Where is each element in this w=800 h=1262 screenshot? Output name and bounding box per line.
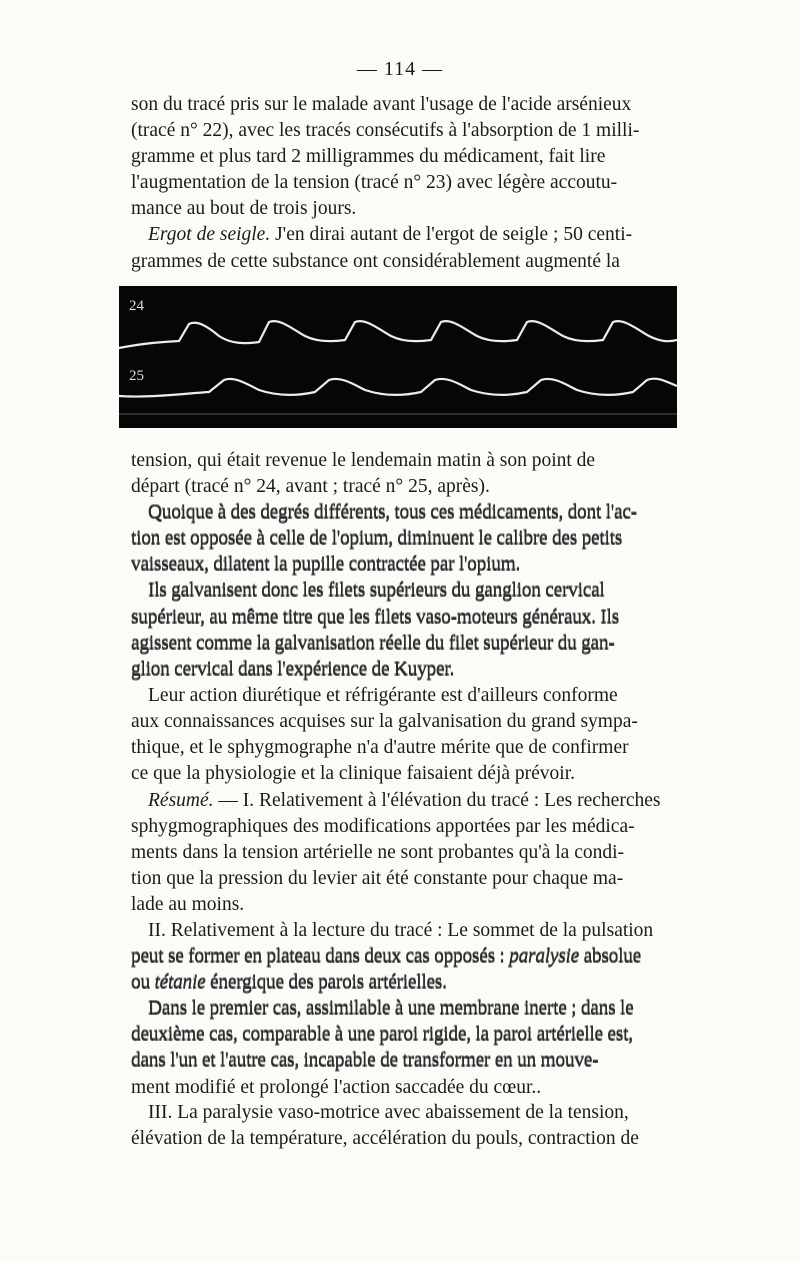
text-line: mance au bout de trois jours. xyxy=(131,198,357,220)
text-span: ou xyxy=(131,972,155,994)
text-line: glion cervical dans l'expérience de Kuyper. xyxy=(131,658,455,680)
text-line: Dans le premier cas, assimilable à une membrane inerte ; dans le xyxy=(148,998,634,1020)
resume-block xyxy=(131,788,671,918)
text-line: tion que la pression du levier ait été constante pour chaque ma- xyxy=(131,868,624,890)
trace-24 xyxy=(119,321,677,348)
text-line: Ils galvanisent donc les filets supérieurs du ganglion cervical xyxy=(148,580,605,602)
sphygmograph-figure xyxy=(119,286,677,428)
resume-text: — I. Relativement à l'élévation du tracé : Les recherches xyxy=(213,790,661,811)
ergot-paragraph xyxy=(131,222,671,248)
resume-first-line xyxy=(131,788,671,814)
text-block-1 xyxy=(131,92,671,275)
section-3-block xyxy=(131,1100,671,1152)
text-line: lade au moins. xyxy=(131,894,245,916)
text-span: absolue xyxy=(579,946,642,968)
text-line: l'augmentation de la tension (tracé n° 23) avec légère accoutu- xyxy=(131,172,618,194)
text-line: ce que la physiologie et la clinique faisaient déjà prévoir. xyxy=(131,763,576,785)
text-line: tion est opposée à celle de l'opium, diminuent le calibre des petits xyxy=(131,528,623,550)
text-line: Leur action diurétique et réfrigérante est d'ailleurs conforme xyxy=(148,684,618,706)
section-2-line-2 xyxy=(131,944,671,970)
text-line: thique, et le sphygmographe n'a d'autre mérite que de confirmer xyxy=(131,737,629,759)
text-line: élévation de la température, accélération du pouls, contraction de xyxy=(131,1128,639,1150)
text-line: II. Relativement à la lecture du tracé : Le sommet de la pulsation xyxy=(148,920,654,941)
trace-svg xyxy=(119,286,677,428)
text-line: ments dans la tension artérielle ne sont probantes qu'à la condi- xyxy=(131,842,625,864)
text-span-italic: paralysie xyxy=(509,946,579,968)
text-line: (tracé n° 22), avec les tracés consécutifs à l'absorption de 1 milli- xyxy=(131,120,640,142)
trace-label-24: 24 xyxy=(129,298,144,314)
text-line: ment modifié et prolongé l'action saccadée du cœur.. xyxy=(131,1076,542,1098)
text-line: dans l'un et l'autre cas, incapable de transformer en un mouve- xyxy=(131,1050,599,1072)
text-block-2 xyxy=(131,448,671,787)
section-2-line-3 xyxy=(131,970,671,996)
text-line: grammes de cette substance ont considérablement augmenté la xyxy=(131,250,620,272)
text-line: Quoique à des degrés différents, tous ces médicaments, dont l'ac- xyxy=(148,502,637,524)
resume-heading: Résumé. xyxy=(148,790,214,811)
text-line: deuxième cas, comparable à une paroi rigide, la paroi artérielle est, xyxy=(131,1024,633,1046)
section-2-block xyxy=(131,918,671,1101)
text-span: peut se former en plateau dans deux cas opposés : xyxy=(131,946,510,968)
ergot-heading: Ergot de seigle. xyxy=(148,224,271,246)
trace-25 xyxy=(119,379,677,397)
trace-label-25: 25 xyxy=(129,368,144,384)
text-line: agissent comme la galvanisation réelle du filet supérieur du gan- xyxy=(131,632,615,654)
text-line: gramme et plus tard 2 milligrammes du médicament, fait lire xyxy=(131,146,606,168)
text-line: son du tracé pris sur le malade avant l'usage de l'acide arsénieux xyxy=(131,94,632,115)
text-line: aux connaissances acquises sur la galvanisation du grand sympa- xyxy=(131,710,638,732)
text-line: vaisseaux, dilatent la pupille contractée par l'opium. xyxy=(131,554,521,576)
text-line: sphygmographiques des modifications apportées par les médica- xyxy=(131,816,635,838)
text-line: III. La paralysie vaso-motrice avec abaissement de la tension, xyxy=(148,1102,629,1123)
text-line: supérieur, au même titre que les filets vaso-moteurs généraux. Ils xyxy=(131,606,619,628)
page-number: — 114 — xyxy=(356,58,444,80)
ergot-text: J'en dirai autant de l'ergot de seigle ; 50 centi- xyxy=(270,224,633,246)
text-line: départ (tracé n° 24, avant ; tracé n° 25, après). xyxy=(131,476,490,498)
text-span: énergique des parois artérielles. xyxy=(205,972,447,994)
text-span-italic: tétanie xyxy=(154,972,206,994)
text-line: tension, qui était revenue le lendemain matin à son point de xyxy=(131,450,596,471)
